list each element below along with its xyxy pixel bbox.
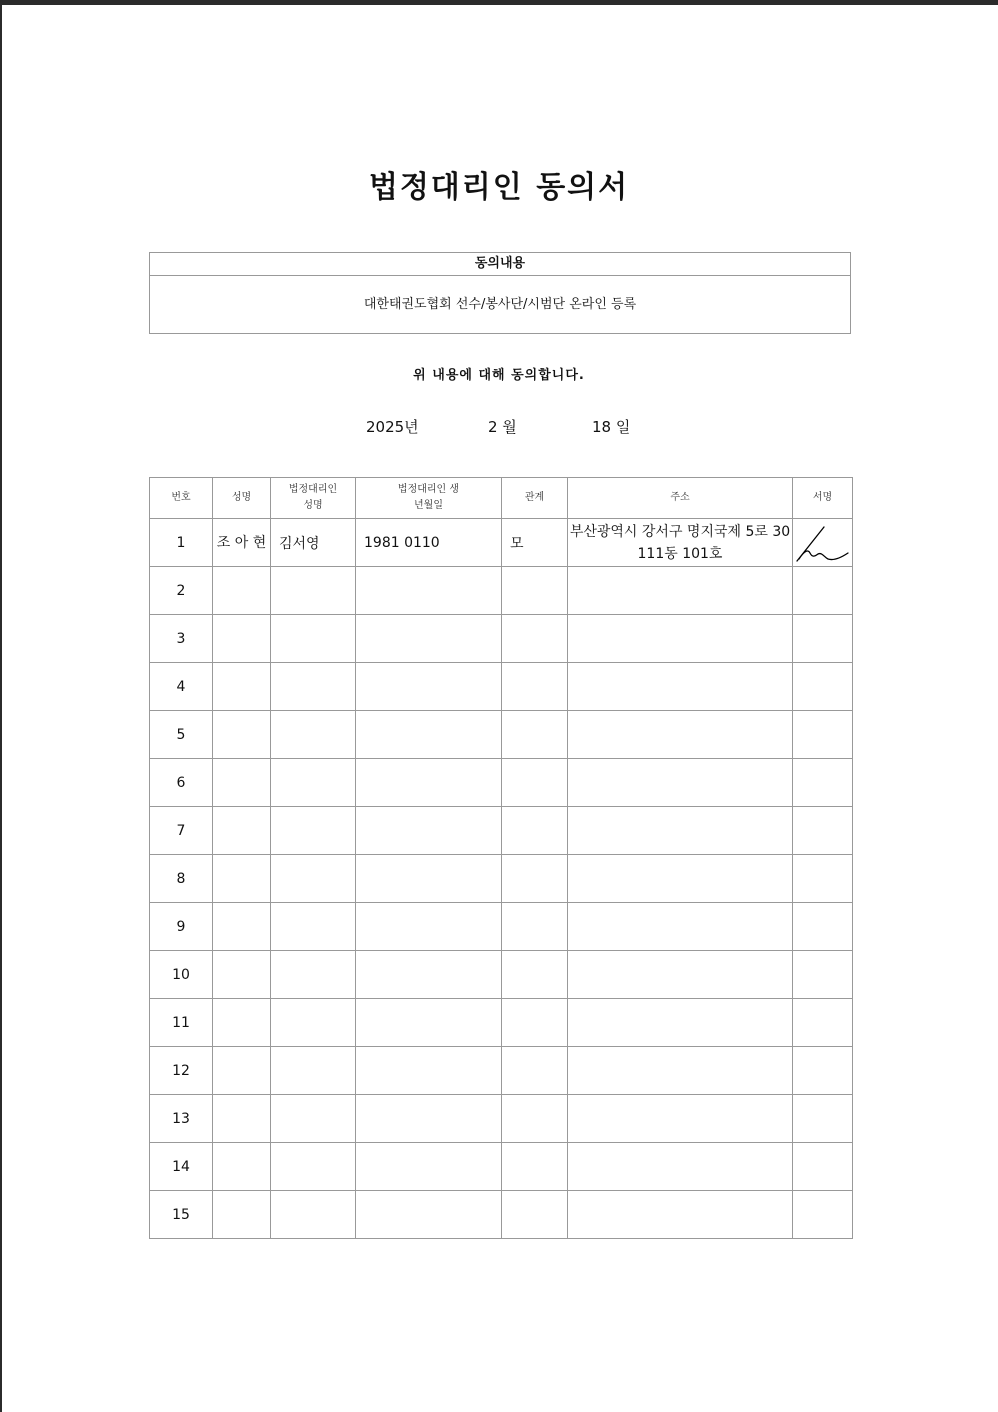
empty-cell [793, 1095, 853, 1143]
row-number: 11 [150, 999, 213, 1047]
row-number: 4 [150, 663, 213, 711]
student-name: 조 아 현 [213, 519, 271, 567]
empty-cell [502, 903, 568, 951]
row-number: 6 [150, 759, 213, 807]
empty-cell [793, 951, 853, 999]
row-number: 3 [150, 615, 213, 663]
consent-header: 동의내용 [150, 253, 850, 276]
empty-cell [356, 1191, 502, 1239]
header-guardian-name: 법정대리인 성명 [271, 478, 356, 519]
empty-cell [793, 615, 853, 663]
row-number: 7 [150, 807, 213, 855]
empty-cell [568, 567, 793, 615]
empty-cell [356, 615, 502, 663]
empty-cell [502, 567, 568, 615]
empty-cell [213, 567, 271, 615]
row-number: 13 [150, 1095, 213, 1143]
empty-cell [271, 807, 356, 855]
empty-cell [793, 663, 853, 711]
table-row [150, 519, 853, 567]
relation: 모 [502, 519, 568, 567]
empty-cell [502, 1095, 568, 1143]
date-year: 2025년 [366, 418, 419, 436]
empty-cell [356, 711, 502, 759]
empty-cell [568, 759, 793, 807]
window-top-border [0, 0, 998, 5]
empty-cell [793, 711, 853, 759]
window-left-border [0, 0, 2, 1412]
empty-cell [568, 711, 793, 759]
empty-cell [502, 1047, 568, 1095]
empty-cell [271, 951, 356, 999]
empty-cell [502, 663, 568, 711]
empty-cell [271, 1047, 356, 1095]
empty-cell [356, 759, 502, 807]
header-relation: 관계 [502, 478, 568, 519]
empty-cell [502, 1143, 568, 1191]
empty-cell [568, 1143, 793, 1191]
empty-cell [271, 855, 356, 903]
consent-content: 대한태권도협회 선수/봉사단/시범단 온라인 등록 [363, 297, 637, 312]
empty-cell [213, 1047, 271, 1095]
empty-cell [271, 615, 356, 663]
empty-cell [213, 711, 271, 759]
empty-cell [271, 1095, 356, 1143]
empty-cell [793, 567, 853, 615]
guardian-table [149, 477, 853, 1239]
agreement-statement: 위 내용에 대해 동의합니다. [413, 368, 585, 383]
empty-cell [568, 999, 793, 1047]
empty-cell [793, 807, 853, 855]
empty-cell [502, 999, 568, 1047]
empty-cell [502, 711, 568, 759]
table-row [150, 903, 853, 951]
empty-cell [793, 855, 853, 903]
empty-cell [502, 615, 568, 663]
header-signature: 서명 [793, 478, 853, 519]
empty-cell [271, 903, 356, 951]
empty-cell [502, 759, 568, 807]
row-number: 12 [150, 1047, 213, 1095]
empty-cell [356, 1047, 502, 1095]
empty-cell [356, 1143, 502, 1191]
header-address: 주소 [568, 478, 793, 519]
empty-cell [213, 1191, 271, 1239]
table-row [150, 1143, 853, 1191]
empty-cell [271, 567, 356, 615]
empty-cell [213, 999, 271, 1047]
handwritten-signature [794, 521, 852, 565]
date-day: 18 일 [592, 418, 631, 436]
empty-cell [356, 951, 502, 999]
row-number: 8 [150, 855, 213, 903]
empty-cell [213, 855, 271, 903]
empty-cell [213, 903, 271, 951]
empty-cell [271, 1191, 356, 1239]
consent-box [149, 252, 851, 334]
empty-cell [793, 759, 853, 807]
empty-cell [568, 1095, 793, 1143]
empty-cell [793, 1191, 853, 1239]
signature-cell [793, 519, 853, 567]
page-title: 법정대리인 동의서 [368, 170, 630, 205]
header-guardian-birth: 법정대리인 생년월일 [356, 478, 502, 519]
table-row [150, 951, 853, 999]
empty-cell [271, 711, 356, 759]
empty-cell [356, 1095, 502, 1143]
row-number: 5 [150, 711, 213, 759]
empty-cell [793, 1047, 853, 1095]
table-row [150, 1095, 853, 1143]
empty-cell [502, 807, 568, 855]
empty-cell [213, 951, 271, 999]
empty-cell [213, 615, 271, 663]
empty-cell [271, 1143, 356, 1191]
address: 부산광역시 강서구 명지국제 5로 30 111동 101호 [568, 519, 793, 567]
table-row [150, 807, 853, 855]
guardian-name: 김서영 [271, 519, 356, 567]
header-name: 성명 [213, 478, 271, 519]
table-row [150, 615, 853, 663]
table-row [150, 759, 853, 807]
row-number: 15 [150, 1191, 213, 1239]
empty-cell [502, 951, 568, 999]
empty-cell [568, 615, 793, 663]
table-row [150, 663, 853, 711]
empty-cell [568, 663, 793, 711]
empty-cell [356, 807, 502, 855]
empty-cell [271, 999, 356, 1047]
empty-cell [568, 1047, 793, 1095]
guardian-birth: 1981 0110 [356, 519, 502, 567]
empty-cell [213, 1143, 271, 1191]
header-number: 번호 [150, 478, 213, 519]
empty-cell [213, 663, 271, 711]
empty-cell [568, 855, 793, 903]
table-row [150, 567, 853, 615]
empty-cell [213, 1095, 271, 1143]
table-row [150, 1047, 853, 1095]
row-number: 9 [150, 903, 213, 951]
empty-cell [356, 855, 502, 903]
empty-cell [568, 903, 793, 951]
table-row [150, 1191, 853, 1239]
empty-cell [568, 807, 793, 855]
empty-cell [793, 1143, 853, 1191]
empty-cell [793, 903, 853, 951]
empty-cell [502, 1191, 568, 1239]
row-number: 14 [150, 1143, 213, 1191]
row-number: 2 [150, 567, 213, 615]
empty-cell [271, 759, 356, 807]
date-month: 2 월 [488, 418, 517, 436]
empty-cell [271, 663, 356, 711]
empty-cell [356, 567, 502, 615]
empty-cell [356, 663, 502, 711]
empty-cell [356, 903, 502, 951]
empty-cell [213, 759, 271, 807]
empty-cell [793, 999, 853, 1047]
row-number: 10 [150, 951, 213, 999]
empty-cell [568, 951, 793, 999]
empty-cell [213, 807, 271, 855]
empty-cell [502, 855, 568, 903]
empty-cell [568, 1191, 793, 1239]
empty-cell [356, 999, 502, 1047]
row-number: 1 [150, 519, 213, 567]
table-row [150, 711, 853, 759]
table-header-row [150, 478, 853, 519]
table-row [150, 999, 853, 1047]
table-row [150, 855, 853, 903]
